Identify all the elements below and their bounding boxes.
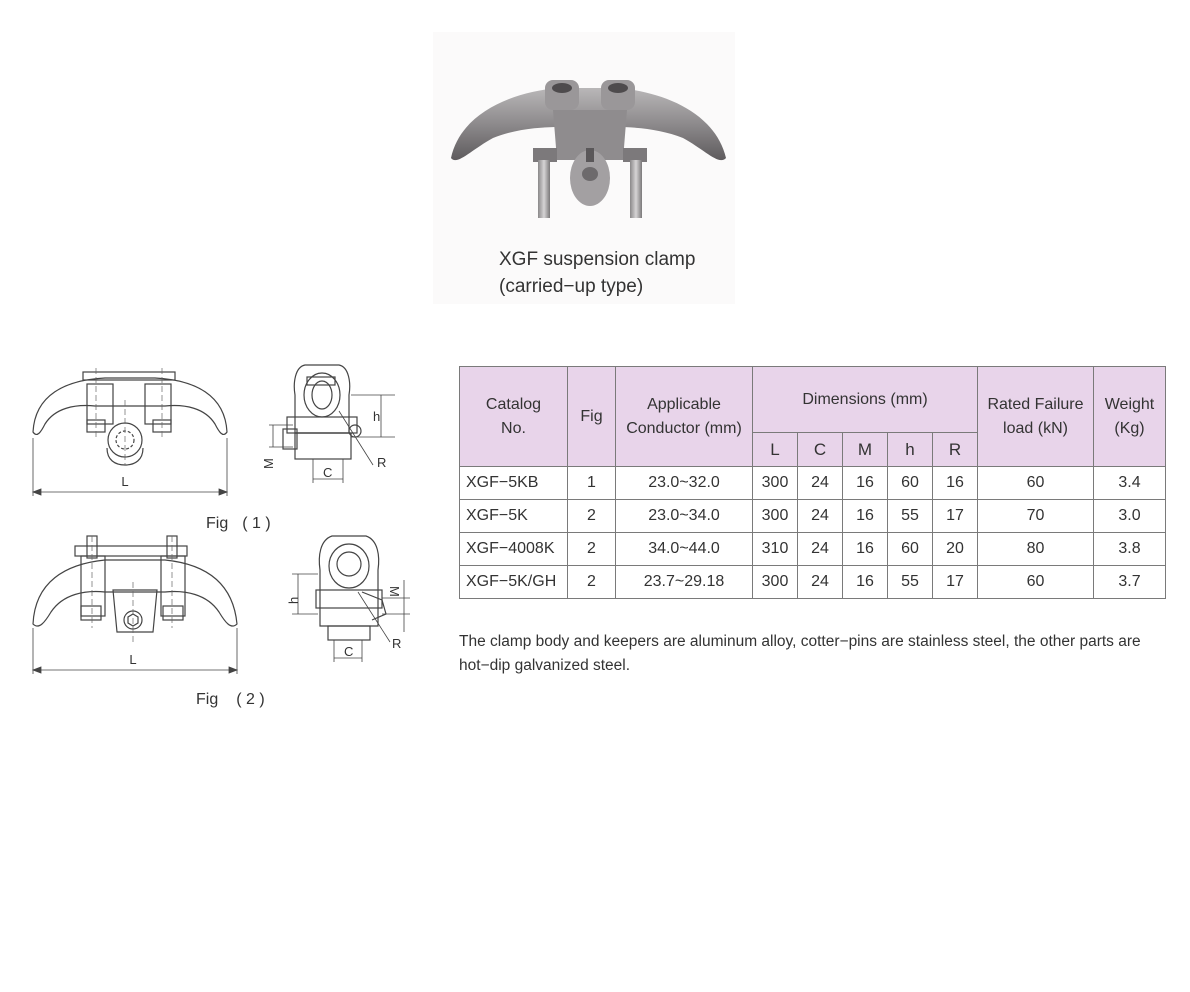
cell-h: 60 <box>888 467 933 500</box>
caption-title: XGF suspension clamp <box>499 249 696 270</box>
spec-table <box>459 366 1166 599</box>
cell-L: 300 <box>753 500 798 533</box>
header-catalog: Catalog No. <box>460 367 568 467</box>
fig2-dim-C: C <box>344 644 354 659</box>
cell-catalog: XGF−5K/GH <box>460 566 568 599</box>
cell-L: 300 <box>753 566 798 599</box>
fig1-label: Fig <box>206 515 229 532</box>
cell-R: 17 <box>933 500 978 533</box>
cell-fig: 2 <box>568 566 616 599</box>
cell-conductor: 34.0~44.0 <box>616 533 753 566</box>
fig1-dim-h: h <box>373 409 381 424</box>
header-weight: Weight (Kg) <box>1094 367 1166 467</box>
caption-subtitle: (carried−up type) <box>499 276 644 297</box>
fig1-dim-C: C <box>323 465 333 480</box>
product-photo-panel <box>433 32 735 304</box>
table-row <box>460 467 1166 500</box>
material-note: The clamp body and keepers are aluminum alloy, cotter−pins are stainless steel, the other parts are hot−dip galvanized steel. <box>459 633 1141 674</box>
fig1-number: ( 1 ) <box>242 515 271 532</box>
header-rated-load: Rated Failure load (kN) <box>978 367 1094 467</box>
table-row <box>460 533 1166 566</box>
fig1-front-drawing <box>25 360 235 505</box>
cell-h: 55 <box>888 500 933 533</box>
header-dim-L: L <box>753 433 798 467</box>
cell-load: 60 <box>978 467 1094 500</box>
cell-load: 80 <box>978 533 1094 566</box>
cell-L: 300 <box>753 467 798 500</box>
cell-fig: 2 <box>568 500 616 533</box>
header-dim-C: C <box>798 433 843 467</box>
cell-C: 24 <box>798 533 843 566</box>
cell-h: 55 <box>888 566 933 599</box>
cell-C: 24 <box>798 467 843 500</box>
header-dim-R: R <box>933 433 978 467</box>
fig2-front-drawing <box>25 532 245 682</box>
fig2-label: Fig <box>196 691 219 708</box>
fig1-dim-L: L <box>121 474 129 489</box>
suspension-clamp-photo <box>443 40 733 240</box>
cell-h: 60 <box>888 533 933 566</box>
fig2-caption <box>196 691 265 709</box>
header-dim-M: M <box>843 433 888 467</box>
cell-conductor: 23.7~29.18 <box>616 566 753 599</box>
cell-weight: 3.8 <box>1094 533 1166 566</box>
fig2-dim-L: L <box>129 652 137 667</box>
cell-M: 16 <box>843 467 888 500</box>
cell-R: 20 <box>933 533 978 566</box>
table-row <box>460 566 1166 599</box>
cell-catalog: XGF−4008K <box>460 533 568 566</box>
fig1-side-drawing <box>255 355 395 490</box>
cell-weight: 3.0 <box>1094 500 1166 533</box>
cell-M: 16 <box>843 500 888 533</box>
fig2-dim-R: R <box>392 636 402 651</box>
cell-conductor: 23.0~34.0 <box>616 500 753 533</box>
header-fig: Fig <box>568 367 616 467</box>
fig2-side-drawing <box>282 530 417 665</box>
header-conductor: Applicable Conductor (mm) <box>616 367 753 467</box>
cell-weight: 3.4 <box>1094 467 1166 500</box>
cell-load: 60 <box>978 566 1094 599</box>
cell-load: 70 <box>978 500 1094 533</box>
cell-R: 17 <box>933 566 978 599</box>
fig2-dim-M: M <box>387 586 402 597</box>
fig2-number: ( 2 ) <box>236 691 265 708</box>
cell-C: 24 <box>798 500 843 533</box>
fig2-dim-h: h <box>286 596 301 604</box>
fig1-dim-M: M <box>261 458 276 469</box>
table-row <box>460 500 1166 533</box>
header-dimensions: Dimensions (mm) <box>753 367 978 433</box>
cell-M: 16 <box>843 533 888 566</box>
fig1-caption <box>206 515 271 533</box>
cell-M: 16 <box>843 566 888 599</box>
cell-catalog: XGF−5KB <box>460 467 568 500</box>
cell-weight: 3.7 <box>1094 566 1166 599</box>
cell-fig: 1 <box>568 467 616 500</box>
cell-R: 16 <box>933 467 978 500</box>
cell-L: 310 <box>753 533 798 566</box>
fig1-dim-R: R <box>377 455 387 470</box>
cell-C: 24 <box>798 566 843 599</box>
cell-catalog: XGF−5K <box>460 500 568 533</box>
product-caption <box>499 246 695 300</box>
cell-fig: 2 <box>568 533 616 566</box>
cell-conductor: 23.0~32.0 <box>616 467 753 500</box>
header-dim-h: h <box>888 433 933 467</box>
